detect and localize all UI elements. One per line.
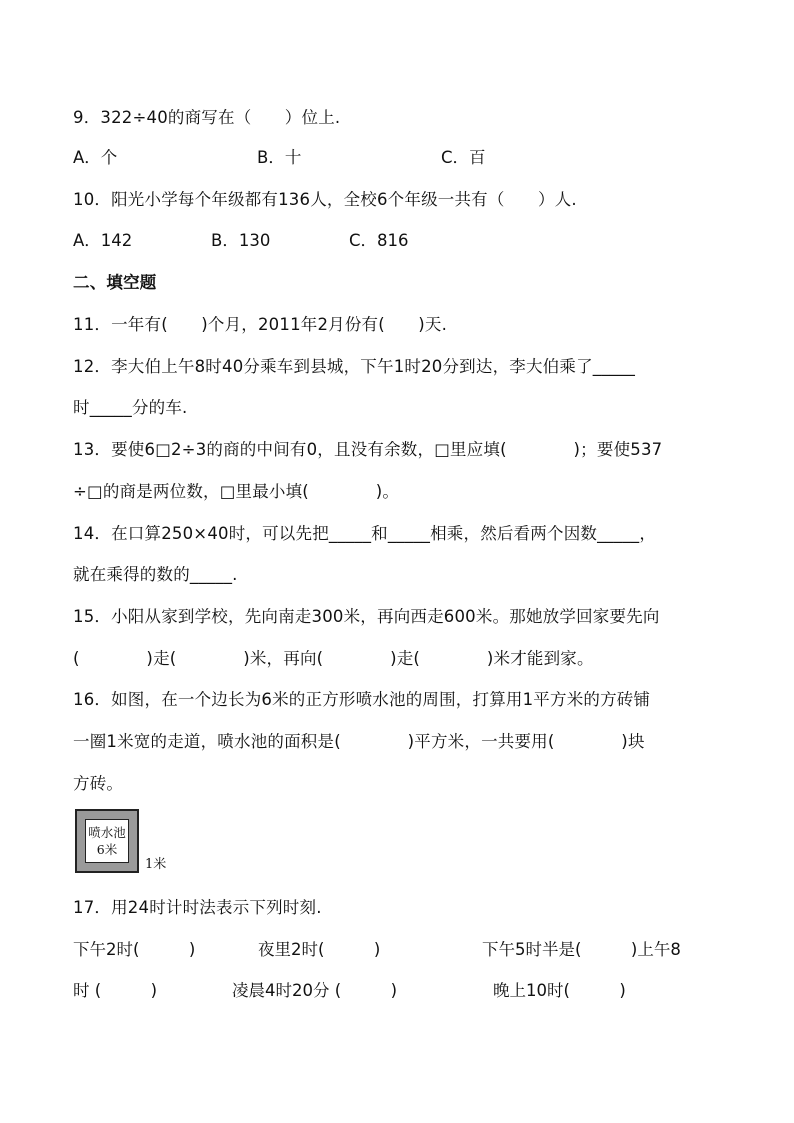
q9-option-c: C．百 [441,148,486,167]
q17-item-3: 下午5时半是( )上午8 [482,940,681,959]
q10-option-b: B．130 [211,231,271,250]
q14-line2: 就在乘得的数的_____. [73,565,238,584]
q9-stem: 9．322÷40的商写在（ ）位上. [73,108,341,127]
q15-line2: ( )走( )米，再向( )走( )米才能到家。 [73,649,594,668]
q17-item-2: 夜里2时( ) [258,940,381,959]
q16-line1: 16．如图，在一个边长为6米的正方形喷水池的周围，打算用1平方米的方砖铺 [73,690,651,709]
q9-option-b: B．十 [257,148,302,167]
q17-item-1: 下午2时( ) [73,940,196,959]
q13-line1: 13．要使6□2÷3的商的中间有0，且没有余数，□里应填( )；要使537 [73,440,663,459]
q11-line1: 11．一年有( )个月，2011年2月份有( )天. [73,315,448,334]
q16-line3: 方砖。 [73,774,124,793]
q17-item-4: 凌晨4时20分 ( ) [232,981,398,1000]
section-heading: 二、填空题 [73,273,157,292]
q16-line2: 一圈1米宽的走道，喷水池的面积是( )平方米，一共要用( )块 [73,732,645,751]
q12-line2: 时_____分的车. [73,398,188,417]
fountain-pool [85,819,129,863]
q13-line2: ÷□的商是两位数，□里最小填( )。 [73,482,400,501]
path-width-label: 1米 [145,857,167,872]
pool-size-label: 6米 [96,842,118,857]
q10-option-a: A．142 [73,231,133,250]
q12-line1: 12．李大伯上午8时40分乘车到县城，下午1时20分到达，李大伯乘了_____ [73,357,636,376]
q15-line1: 15．小阳从家到学校，先向南走300米，再向西走600米。那她放学回家要先向 [73,607,660,626]
fountain-figure [75,809,139,873]
q14-line1: 14．在口算250×40时，可以先把_____和_____相乘，然后看两个因数_____， [73,524,657,543]
q9-option-a: A．个 [73,148,118,167]
pool-label: 喷水池 [88,825,126,840]
q17-stem: 17．用24时计时法表示下列时刻. [73,898,322,917]
q17-item-5: 晚上10时( ) [493,981,626,1000]
q10-stem: 10．阳光小学每个年级都有136人，全校6个年级一共有（ ）人. [73,190,577,209]
q10-option-c: C．816 [349,231,409,250]
q17-item-3-cont: 时 ( ) [73,981,158,1000]
